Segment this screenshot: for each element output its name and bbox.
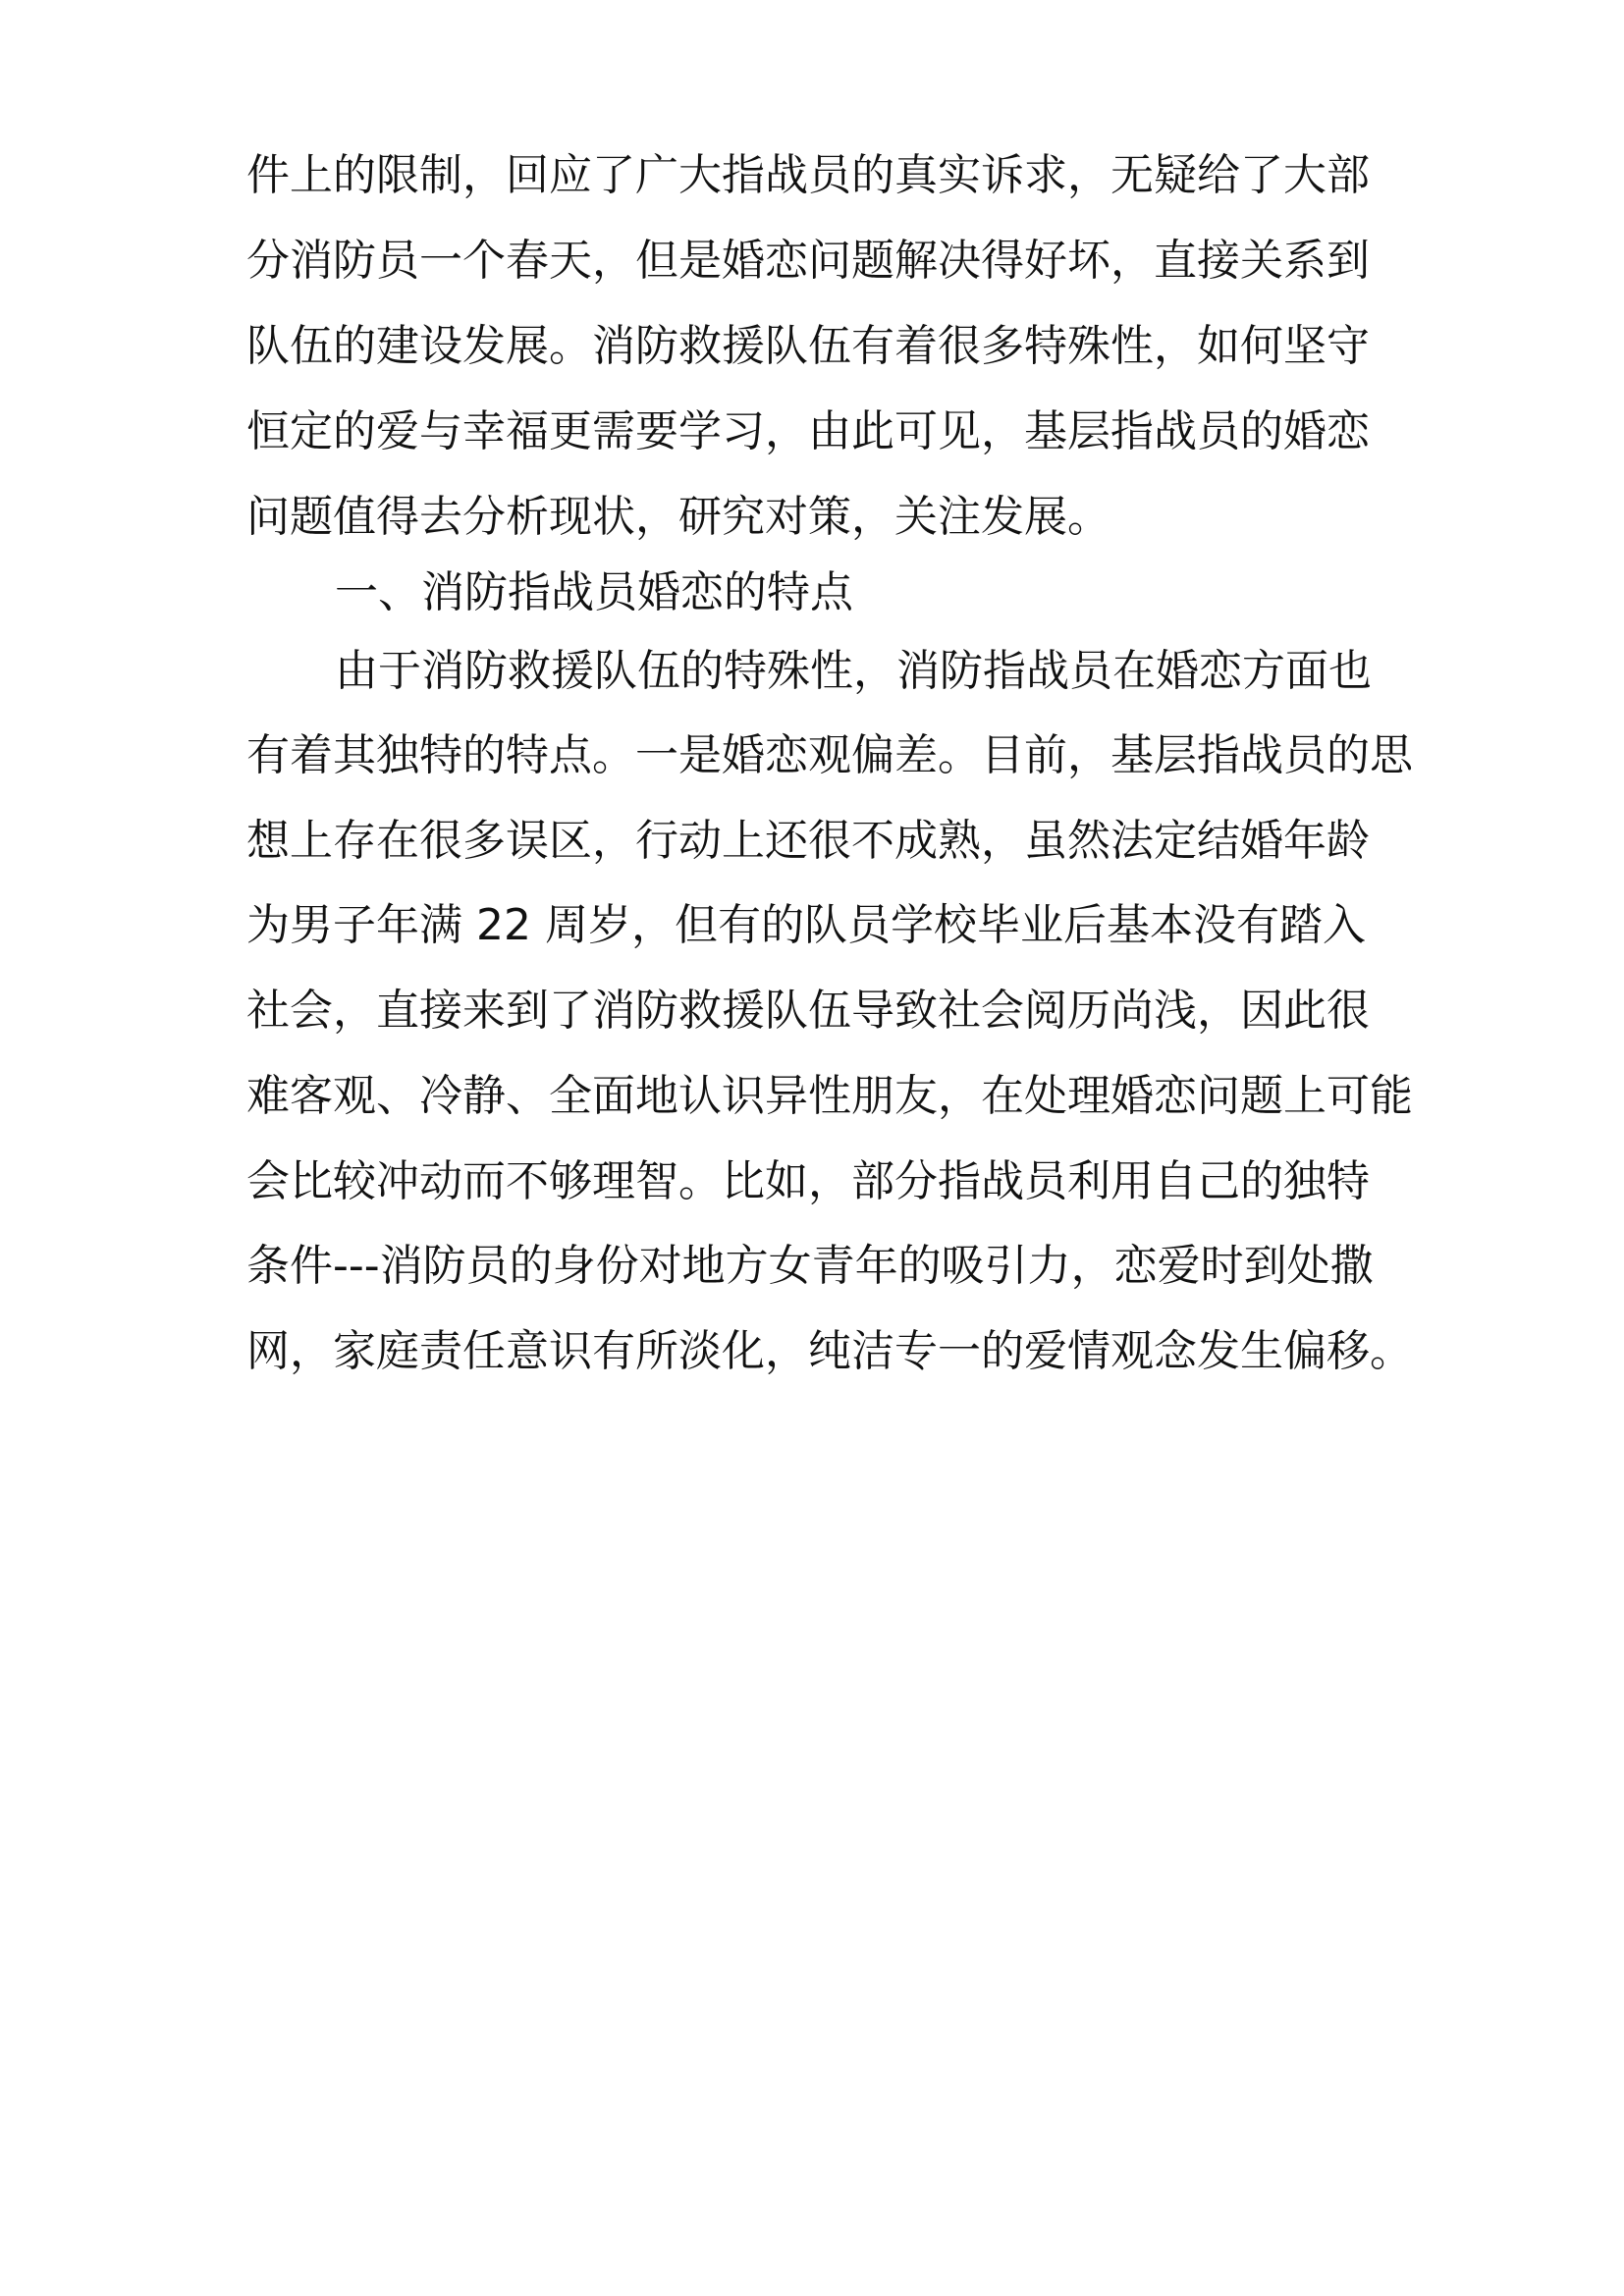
intro-paragraph-line-1: 件上的限制，回应了广大指战员的真实诉求，无疑给了大部 — [246, 150, 1370, 200]
intro-paragraph-line-4: 恒定的爱与幸福更需要学习，由此可见，基层指战员的婚恋 — [246, 406, 1370, 456]
body-paragraph-line-7: 会比较冲动而不够理智。比如，部分指战员利用自己的独特 — [246, 1156, 1370, 1206]
body-paragraph-line-8: 条件---消防员的身份对地方女青年的吸引力，恋爱时到处撒 — [246, 1241, 1374, 1291]
intro-paragraph-line-5: 问题值得去分析现状，研究对策，关注发展。 — [246, 492, 1110, 542]
body-paragraph-line-3: 想上存在很多误区，行动上还很不成熟，虽然法定结婚年龄 — [246, 816, 1370, 866]
body-paragraph-line-6: 难客观、冷静、全面地认识异性朋友，在处理婚恋问题上可能 — [246, 1071, 1413, 1121]
body-paragraph-line-2: 有着其独特的特点。一是婚恋观偏差。目前，基层指战员的思 — [246, 730, 1413, 780]
intro-paragraph-line-3: 队伍的建设发展。消防救援队伍有着很多特殊性，如何坚守 — [246, 321, 1370, 371]
body-paragraph-line-1: 由于消防救援队伍的特殊性，消防指战员在婚恋方面也 — [335, 646, 1372, 696]
section-heading: 一、消防指战员婚恋的特点 — [335, 567, 853, 617]
body-paragraph-line-5: 社会，直接来到了消防救援队伍导致社会阅历尚浅，因此很 — [246, 986, 1370, 1036]
body-paragraph-line-9: 网，家庭责任意识有所淡化，纯洁专一的爱情观念发生偏移。 — [246, 1326, 1413, 1376]
body-paragraph-line-4: 为男子年满 22 周岁，但有的队员学校毕业后基本没有踏入 — [246, 900, 1366, 950]
intro-paragraph-line-2: 分消防员一个春天，但是婚恋问题解决得好坏，直接关系到 — [246, 236, 1370, 286]
